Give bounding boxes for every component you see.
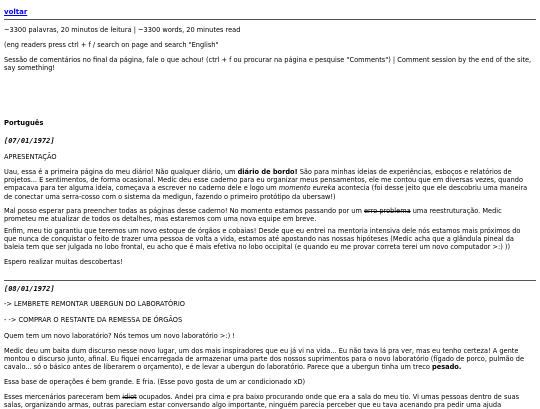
text-run: Uau, essa é a primeira página do meu diário! Não qualquer diário, um — [4, 168, 238, 176]
entry-paragraph: Quem tem um novo laboratório? Nós temos um novo laboratório >:) ! — [4, 332, 235, 340]
entry-paragraph — [4, 393, 534, 409]
entry-date: [07/01/1972] — [4, 137, 55, 145]
entry-paragraph: Essa base de operações é bem grande. E fria. (Esse povo gosta de um ar condicionado xD) — [4, 378, 306, 386]
text-run: Mal posso esperar para preencher todas as páginas desse caderno! No momento estamos passando por um — [4, 207, 364, 215]
section-title: Português — [4, 119, 44, 127]
strikethrough-text: idiot — [122, 393, 137, 401]
back-link[interactable]: voltar — [4, 8, 28, 16]
reading-time: ~3300 palavras, 20 minutos de leitura | ~3300 words, 20 minutes read — [4, 26, 241, 34]
text-run: acontecia (foi desse jeito que ele descobriu uma maneira de conectar uma serra-cosso com o sistema da medigun, fazendo o primeiro protótipo da ubersaw!) — [4, 184, 528, 201]
entry-date: [08/01/1972] — [4, 285, 55, 293]
todo-item: - -> COMPRAR O RESTANTE DA REMESSA DE ÓRGÃOS — [4, 316, 183, 324]
entry-paragraph — [4, 168, 534, 201]
text-run: Esses mercenários pareceram bem — [4, 393, 123, 401]
entry-paragraph — [4, 207, 534, 223]
divider — [4, 280, 536, 281]
comments-note: Sessão de comentários no final da página, fale o que achou! (ctrl + f ou procurar na página e pesquise "Comments") | Comment session by the end of the site, say something! — [4, 56, 532, 73]
text-run: ocupados. Andei pra cima e pra baixo procurando onde que era a sala do meu tio. Vi umas pessoas dentro de suas salas, organizando armas, outras pareciam estar conversando algo importante, ninguém parecia perceber que eu tava acenando pra pedir uma ajuda — [4, 393, 520, 409]
bold-text: pesado. — [432, 363, 462, 372]
english-readers-note: (eng readers press ctrl + f / search on page and search "English" — [4, 41, 219, 49]
entry-paragraph — [4, 347, 534, 372]
italic-text: momento eureka — [278, 184, 336, 193]
strikethrough-text: erro problema — [363, 207, 411, 215]
bold-text: diário de bordo! — [237, 168, 298, 176]
entry-paragraph: Enfim, meu tio garantiu que teremos um novo estoque de órgãos e cobaias! Desde que eu entrei na mentoria intensiva dele nós estamos mais próximos do que nunca de conquistar o feito de trazer uma pessoa de volta a vida, estamos até apostando nas nossas hipóteses (Medic acha que a glândula pineal da baleia tem que ser julgada no lobo frontal, eu acho que é mais efetiva no lobo occipital (e quando eu me provar correta terei um novo computador >:) )) — [4, 227, 521, 252]
divider — [4, 19, 536, 20]
todo-item: -> LEMBRETE REMONTAR UBERGUN DO LABORATÓRIO — [4, 300, 185, 308]
text-run: Medic deu um baita dum discurso nesse novo lugar, um dos mais inspiradores que eu já vi na vida... Eu não tava lá pra ver, mas eu tenho certeza! A gente montou o discurso junto, afinal. Eu fiquei encarregada de armazenar uma parte dos nossos suprimentos para o novo laboratório (fígado de porco, pulmão de cavalo... só o básico antes de liberarem o orçamento), e de levar a ubergun do laboratório. Parece que a ubergun tinha um treco — [4, 347, 525, 372]
text-run: São para minhas ideias de experiências, esboços e relatórios de projetos... E sentimentos, de forma ocasional. Medic deu esse caderno para eu organizar meus pensamentos, ele me contou que em diversas vezes, quando empacava para ter alguma ideia, começava a escrever no caderno dele e logo um — [4, 168, 523, 193]
entry-heading: APRESENTAÇÃO — [4, 153, 57, 161]
text-run: uma reestruturação. Medic prometeu me atualizar de todos os detalhes, mas estaremos com uma nova equipe em breve. — [4, 207, 502, 224]
back-nav — [4, 8, 534, 16]
entry-paragraph: Espero realizar muitas descobertas! — [4, 258, 123, 266]
